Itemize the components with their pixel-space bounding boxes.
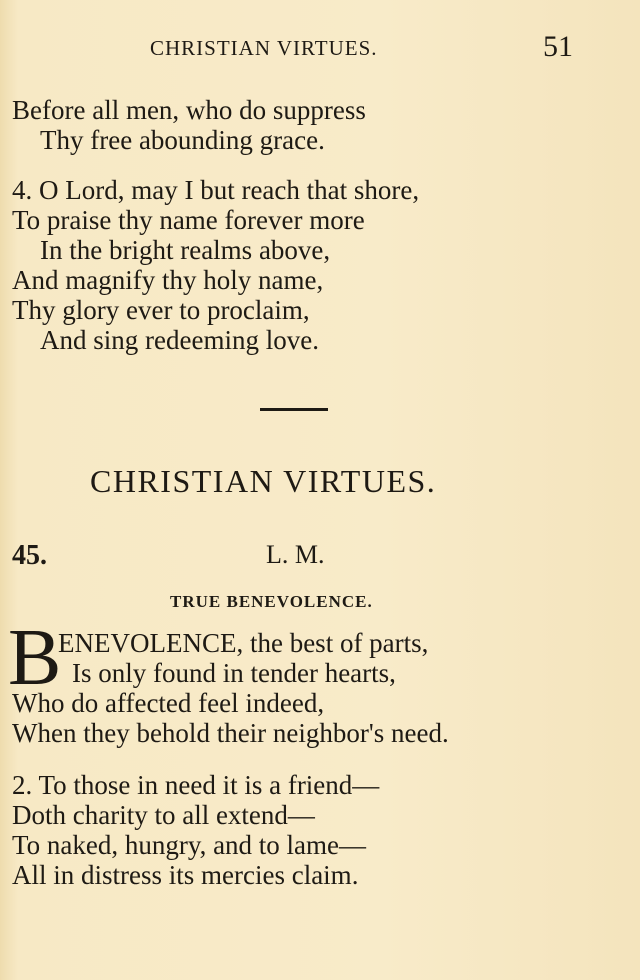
verse-line: 4. O Lord, may I but reach that shore, — [12, 175, 420, 205]
hymn-subtitle: TRUE BENEVOLENCE. — [170, 592, 373, 611]
verse-line: To praise thy name forever more — [12, 205, 365, 235]
verse-line: Who do affected feel indeed, — [12, 688, 325, 718]
verse-line: Thy free abounding grace. — [40, 125, 325, 155]
verse-line: In the bright realms above, — [40, 235, 331, 265]
verse-line: When they behold their neighbor's need. — [12, 718, 449, 748]
verse-line: All in distress its mercies claim. — [12, 860, 359, 890]
hymn-meter: L. M. — [266, 540, 325, 569]
page-number: 51 — [543, 30, 573, 63]
verse-line: Is only found in tender hearts, — [72, 658, 396, 688]
drop-cap: B — [8, 614, 62, 702]
verse-line: Before all men, who do suppress — [12, 95, 366, 125]
verse-line: And sing redeeming love. — [40, 325, 319, 355]
verse-line-first: ENEVOLENCE, the best of parts, — [58, 628, 429, 658]
verse-line: 2. To those in need it is a friend— — [12, 770, 380, 800]
verse-line: To naked, hungry, and to lame— — [12, 830, 367, 860]
verse-line: And magnify thy holy name, — [12, 265, 324, 295]
hymn-number: 45. — [12, 540, 47, 571]
section-divider — [260, 408, 328, 411]
running-head: CHRISTIAN VIRTUES. — [150, 36, 378, 60]
verse-line: Doth charity to all extend— — [12, 800, 315, 830]
section-title: CHRISTIAN VIRTUES. — [90, 463, 437, 499]
verse-line: Thy glory ever to proclaim, — [12, 295, 310, 325]
